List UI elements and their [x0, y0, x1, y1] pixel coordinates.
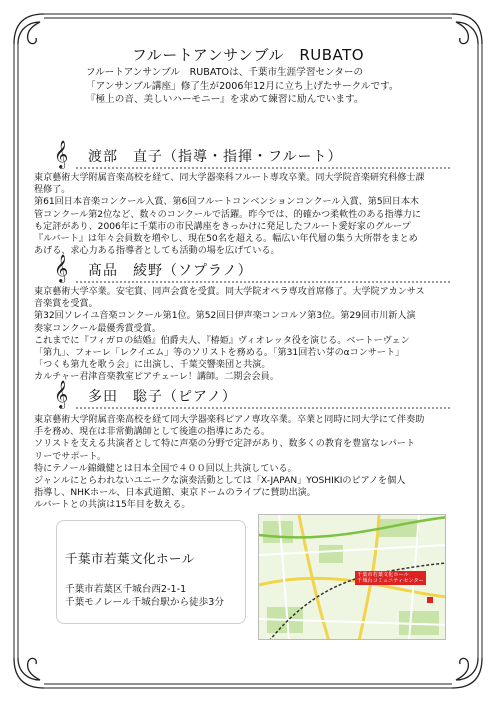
bio-line: 音楽賞を受賞。 — [34, 299, 98, 310]
map-label-line: 千葉市若葉文化ホール — [357, 572, 409, 578]
dotted-divider — [76, 167, 450, 169]
member-bio-takashina — [34, 286, 462, 384]
intro-line: 「アンサンブル講座」修了生が2006年12月に立ち上げたサークルです。 — [86, 80, 399, 92]
bio-line: これまでに『フィガロの結婚』伯爵夫人、『椿姫』ヴィオレッタ役を演じる。ベートーヴェン — [34, 335, 410, 346]
bio-line: も定評があり、2006年に千葉市の市民講座をきっかけに発足したフルート愛好家のグループ — [34, 221, 411, 232]
intro-text — [86, 66, 426, 107]
intro-line: フルートアンサンブル RUBATOは、千葉市生涯学習センターの — [86, 67, 364, 78]
bio-line: カルチャー君津音楽教室ピアチェーレ！講師。二期会会員。 — [34, 372, 279, 383]
bio-line: 程修了。 — [34, 185, 71, 196]
venue-box — [56, 520, 246, 624]
bio-line: 「第九」、フォーレ「レクイエム」等のソリストを務める。「第31回若い芽のαコンサート」 — [34, 348, 405, 359]
bio-line: ルバートとの共演は15年目を数える。 — [34, 500, 191, 511]
map-marker-icon — [427, 597, 433, 603]
bio-line: リーでサポート。 — [34, 451, 106, 462]
venue-address-line: 千葉モノレール千城台駅から徒歩3分 — [65, 597, 224, 608]
bio-line: あげる、求心力ある指導者としても活動の場を広げている。 — [34, 246, 280, 257]
bio-line: 特にテノール錦織健とは日本全国で４００回以上共演している。 — [34, 463, 297, 474]
bio-line: 手を務め、現在は非常勤講師として後進の指導にあたる。 — [34, 427, 271, 438]
map-label-line: 千城台コミュニティセンター — [357, 578, 424, 585]
member-name: 髙品 綾野（ソプラノ） — [88, 263, 253, 279]
bio-line: 第32回ソレイユ音楽コンクール第1位。第52回日伊声楽コンコルソ第3位。第29回市川新人演 — [34, 311, 416, 322]
venue-address — [65, 583, 224, 609]
bio-line: 第61回日本音楽コンクール入賞、第6回フルートコンベンションコンクール入賞、第5回日本木 — [34, 197, 420, 208]
member-bio-watabe — [34, 172, 462, 257]
bio-line: 『ルバート』は年々会員数を増やし、現在50名を超える。幅広い年代層の集う大所帯をまとめ — [34, 234, 418, 245]
map-hall-label — [355, 571, 426, 585]
bio-line: 東京藝術大学卒業。安宅賞、同声会賞を受賞。同大学院オペラ専攻首席修了。大学院アカンサス — [34, 287, 425, 297]
bio-line: 東京藝術大学附属音楽高校を経て、同大学器楽科フルート専攻卒業。同大学院音楽研究科修士課 — [34, 173, 425, 183]
bio-line: 東京藝術大学附属音楽高校を経て同大学器楽科ピアノ専攻卒業。卒業と同時に同大学にて伴奏助 — [34, 415, 425, 425]
dotted-divider — [76, 407, 450, 409]
dotted-divider — [76, 281, 450, 283]
intro-line: 『極上の音、美しいハーモニー』を求めて練習に励んでいます。 — [86, 94, 364, 105]
venue-map — [258, 514, 446, 640]
venue-name: 千葉市若葉文化ホール — [65, 551, 195, 566]
bio-line: ソリストを支える共演者として特に声楽の分野で定評があり、数多くの教育を豊富なレパート — [34, 439, 416, 450]
bio-line: 管コンクール第2位など、数々のコンクールで活躍。昨今では、的確かつ柔軟性のある指導力に — [34, 209, 421, 220]
venue-address-line: 千葉市若葉区千城台西2-1-1 — [65, 584, 187, 595]
member-name: 渡部 直子（指導・指揮・フルート） — [88, 149, 343, 165]
bio-line: 奏家コンクール最優秀賞受賞。 — [34, 323, 161, 334]
bio-line: ジャンルにとらわれないユニークな演奏活動としては「X-JAPAN」YOSHIKIのピアノを個人 — [34, 476, 406, 487]
member-bio-tada — [34, 414, 462, 512]
treble-clef-icon: 𝄞 — [54, 380, 69, 408]
treble-clef-icon: 𝄞 — [54, 254, 69, 282]
bio-line: 指導し、NHKホール、日本武道館、東京ドームのライブに賛助出演。 — [34, 488, 316, 499]
member-name: 多田 聡子（ピアノ） — [88, 389, 237, 405]
bio-line: 「つくも第九を歌う会」に出演し、千葉交響楽団と共演。 — [34, 360, 271, 371]
treble-clef-icon: 𝄞 — [54, 140, 69, 168]
page-title: フルートアンサンブル RUBATO — [131, 46, 365, 64]
